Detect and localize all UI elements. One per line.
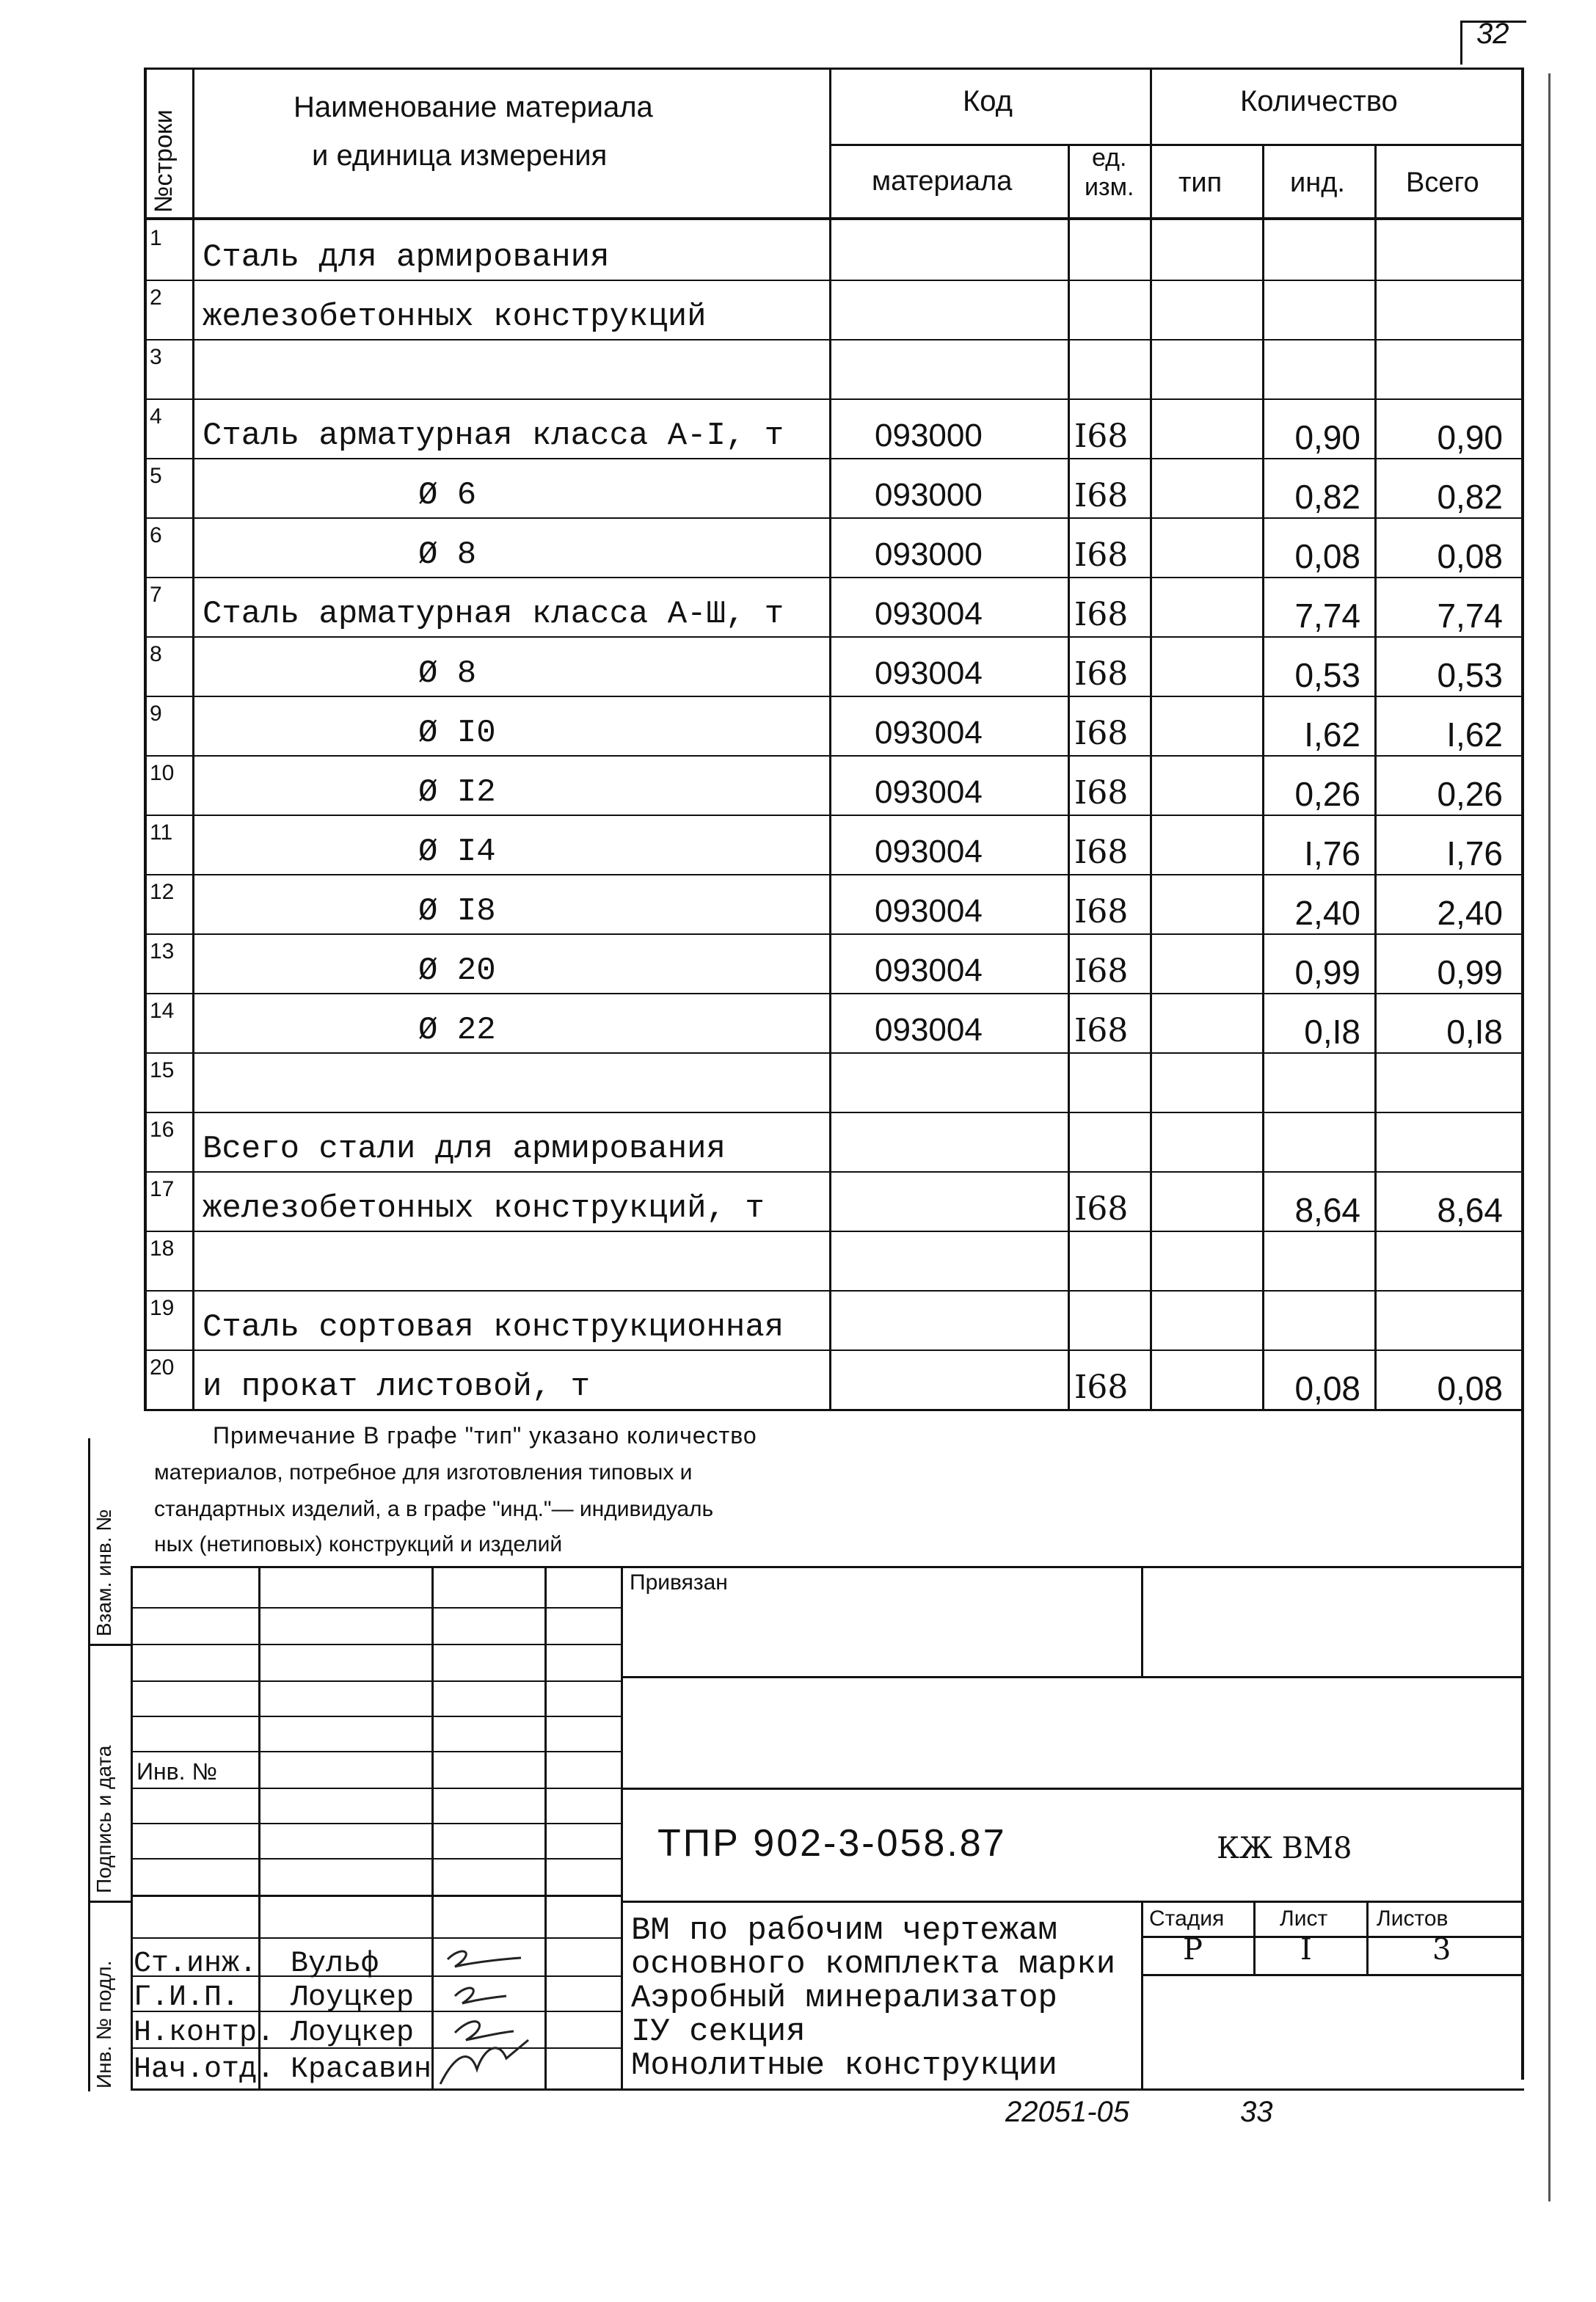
header-ind: инд. — [1290, 167, 1345, 198]
person-name: Вульф — [291, 1948, 379, 1981]
signatures-icon — [426, 1930, 558, 2091]
cell-no: 1 — [150, 226, 162, 250]
cell-unit: I68 — [1074, 893, 1129, 930]
cell-unit: I68 — [1074, 774, 1129, 812]
cell-ind: 0,08 — [1294, 1369, 1360, 1407]
cell-code: 093004 — [875, 893, 983, 929]
title-line: IУ секция — [631, 2014, 806, 2050]
cell-name: Ø I8 — [418, 893, 496, 930]
cell-no: 11 — [150, 820, 173, 845]
cell-ind: 0,53 — [1294, 656, 1360, 694]
person-role: Г.И.П. — [134, 1981, 240, 2014]
header-unit-2: изм. — [1085, 173, 1134, 201]
cell-total: 2,40 — [1437, 894, 1503, 932]
cell-unit: I68 — [1074, 655, 1129, 693]
cell-name: Ø 22 — [418, 1012, 496, 1049]
page-number: 32 — [1476, 18, 1509, 50]
sheets-value: 3 — [1432, 1933, 1451, 1967]
person-role: Нач.отд. — [134, 2053, 275, 2086]
cell-name: и прокат листовой, т — [203, 1369, 591, 1405]
cell-unit: I68 — [1074, 1190, 1129, 1228]
cell-ind: I,76 — [1304, 834, 1360, 873]
cell-code: 093000 — [875, 536, 983, 572]
cell-no: 17 — [150, 1177, 175, 1201]
cell-total: I,76 — [1446, 834, 1503, 873]
cell-ind: 0,08 — [1294, 537, 1360, 575]
person-name: Лоуцкер — [291, 1981, 415, 2014]
cell-name: Ø 6 — [418, 477, 477, 514]
cell-unit: I68 — [1074, 1369, 1129, 1406]
side-label-vzam: Взам. инв. № — [92, 1509, 115, 1636]
title-line: основного комплекта марки — [631, 1946, 1116, 1983]
cell-total: 0,82 — [1437, 478, 1503, 516]
cell-code: 093004 — [875, 655, 983, 691]
header-material: материала — [872, 166, 1013, 197]
title-line: ВМ по рабочим чертежам — [631, 1912, 1057, 1949]
cell-unit: I68 — [1074, 953, 1129, 990]
cell-name: Сталь для армирования — [203, 239, 610, 276]
cell-total: 0,90 — [1437, 418, 1503, 456]
cell-code: 093004 — [875, 774, 983, 810]
cell-name: Ø 20 — [418, 953, 496, 989]
cell-unit: I68 — [1074, 834, 1129, 871]
stage-label: Стадия — [1149, 1906, 1225, 1931]
side-label-inv-podl: Инв. № подл. — [92, 1960, 115, 2088]
cell-name: Ø I4 — [418, 834, 496, 870]
cell-no: 12 — [150, 880, 175, 904]
cell-ind: 8,64 — [1294, 1191, 1360, 1229]
note-line1: Примечание В графе "тип" указано количество — [213, 1422, 757, 1449]
cell-total: 7,74 — [1437, 597, 1503, 635]
cell-ind: 0,26 — [1294, 775, 1360, 813]
cell-no: 8 — [150, 642, 162, 666]
cell-unit: I68 — [1074, 477, 1129, 514]
cell-ind: 0,82 — [1294, 478, 1360, 516]
header-row-no: №строки — [150, 109, 178, 213]
sheet-label: Лист — [1280, 1906, 1328, 1931]
cell-no: 3 — [150, 345, 162, 369]
cell-no: 20 — [150, 1355, 175, 1380]
cell-no: 6 — [150, 523, 162, 547]
cell-name: Сталь арматурная класса А-Ш, т — [203, 596, 784, 633]
cell-name: Ø 8 — [418, 655, 477, 692]
cell-no: 13 — [150, 939, 175, 964]
side-label-podpis: Подпись и дата — [92, 1745, 115, 1893]
cell-ind: 7,74 — [1294, 597, 1360, 635]
cell-no: 4 — [150, 404, 162, 429]
cell-ind: 2,40 — [1294, 894, 1360, 932]
stamp-privyazan: Привязан — [630, 1570, 728, 1595]
cell-no: 9 — [150, 702, 162, 726]
cell-code: 093004 — [875, 834, 983, 870]
header-name-line1: Наименование материала — [294, 91, 653, 123]
doc-code: ТПР 902-3-058.87 — [657, 1822, 1007, 1865]
cell-no: 2 — [150, 285, 162, 310]
footer-page: 33 — [1240, 2096, 1273, 2128]
cell-name: Ø I0 — [418, 715, 496, 751]
cell-name: Ø 8 — [418, 536, 477, 573]
cell-no: 16 — [150, 1118, 175, 1142]
cell-code: 093004 — [875, 953, 983, 988]
header-qty-group: Количество — [1240, 85, 1398, 117]
cell-ind: 0,99 — [1294, 953, 1360, 991]
cell-total: 0,53 — [1437, 656, 1503, 694]
cell-code: 093000 — [875, 477, 983, 513]
header-unit-1: ед. — [1092, 144, 1127, 172]
person-role: Ст.инж. — [134, 1948, 258, 1981]
header-name-line2: и единица измерения — [312, 139, 608, 172]
cell-unit: I68 — [1074, 1012, 1129, 1049]
sheet-value: I — [1300, 1933, 1312, 1967]
cell-name: железобетонных конструкций, т — [203, 1190, 765, 1227]
cell-name: Всего стали для армирования — [203, 1131, 726, 1168]
cell-total: 0,08 — [1437, 537, 1503, 575]
stage-value: Р — [1183, 1933, 1203, 1967]
person-name: Красавин — [291, 2053, 432, 2086]
note-line4: ных (нетиповых) конструкций и изделий — [154, 1532, 563, 1556]
cell-code: 093004 — [875, 1012, 983, 1048]
title-line: Монолитные конструкции — [631, 2047, 1057, 2084]
sheets-label: Листов — [1377, 1906, 1449, 1931]
cell-ind: 0,90 — [1294, 418, 1360, 456]
archive-number: 22051-05 — [1005, 2096, 1130, 2128]
cell-total: 0,08 — [1437, 1369, 1503, 1407]
header-code-group: Код — [963, 85, 1013, 117]
cell-unit: I68 — [1074, 536, 1129, 574]
cell-no: 10 — [150, 761, 175, 785]
title-line: Аэробный минерализатор — [631, 1980, 1057, 2017]
cell-unit: I68 — [1074, 596, 1129, 633]
cell-code: 093004 — [875, 596, 983, 632]
cell-no: 14 — [150, 999, 175, 1023]
cell-no: 15 — [150, 1058, 175, 1082]
cell-name: Ø I2 — [418, 774, 496, 811]
cell-unit: I68 — [1074, 715, 1129, 752]
cell-no: 19 — [150, 1296, 175, 1320]
cell-total: 0,I8 — [1446, 1013, 1503, 1051]
cell-name: Сталь арматурная класса А-I, т — [203, 418, 784, 454]
cell-code: 093004 — [875, 715, 983, 751]
cell-ind: I,62 — [1304, 715, 1360, 754]
cell-total: I,62 — [1446, 715, 1503, 754]
cell-name: Сталь сортовая конструкционная — [203, 1309, 784, 1346]
header-type: тип — [1178, 167, 1222, 198]
cell-no: 5 — [150, 464, 162, 488]
cell-no: 7 — [150, 583, 162, 607]
cell-total: 0,99 — [1437, 953, 1503, 991]
doc-mark: КЖ ВМ8 — [1217, 1832, 1352, 1865]
person-name: Лоуцкер — [291, 2017, 415, 2050]
cell-unit: I68 — [1074, 418, 1129, 455]
cell-total: 0,26 — [1437, 775, 1503, 813]
cell-total: 8,64 — [1437, 1191, 1503, 1229]
stamp-inv-no: Инв. № — [136, 1758, 217, 1785]
cell-name: железобетонных конструкций — [203, 299, 707, 335]
cell-no: 18 — [150, 1236, 175, 1261]
cell-ind: 0,I8 — [1304, 1013, 1360, 1051]
header-total: Всего — [1406, 167, 1479, 198]
person-role: Н.контр. — [134, 2017, 275, 2050]
note-line2: материалов, потребное для изготовления типовых и — [154, 1460, 693, 1485]
note-line3: стандартных изделий, а в графе "инд."— индивидуаль — [154, 1497, 714, 1521]
cell-code: 093000 — [875, 418, 983, 454]
